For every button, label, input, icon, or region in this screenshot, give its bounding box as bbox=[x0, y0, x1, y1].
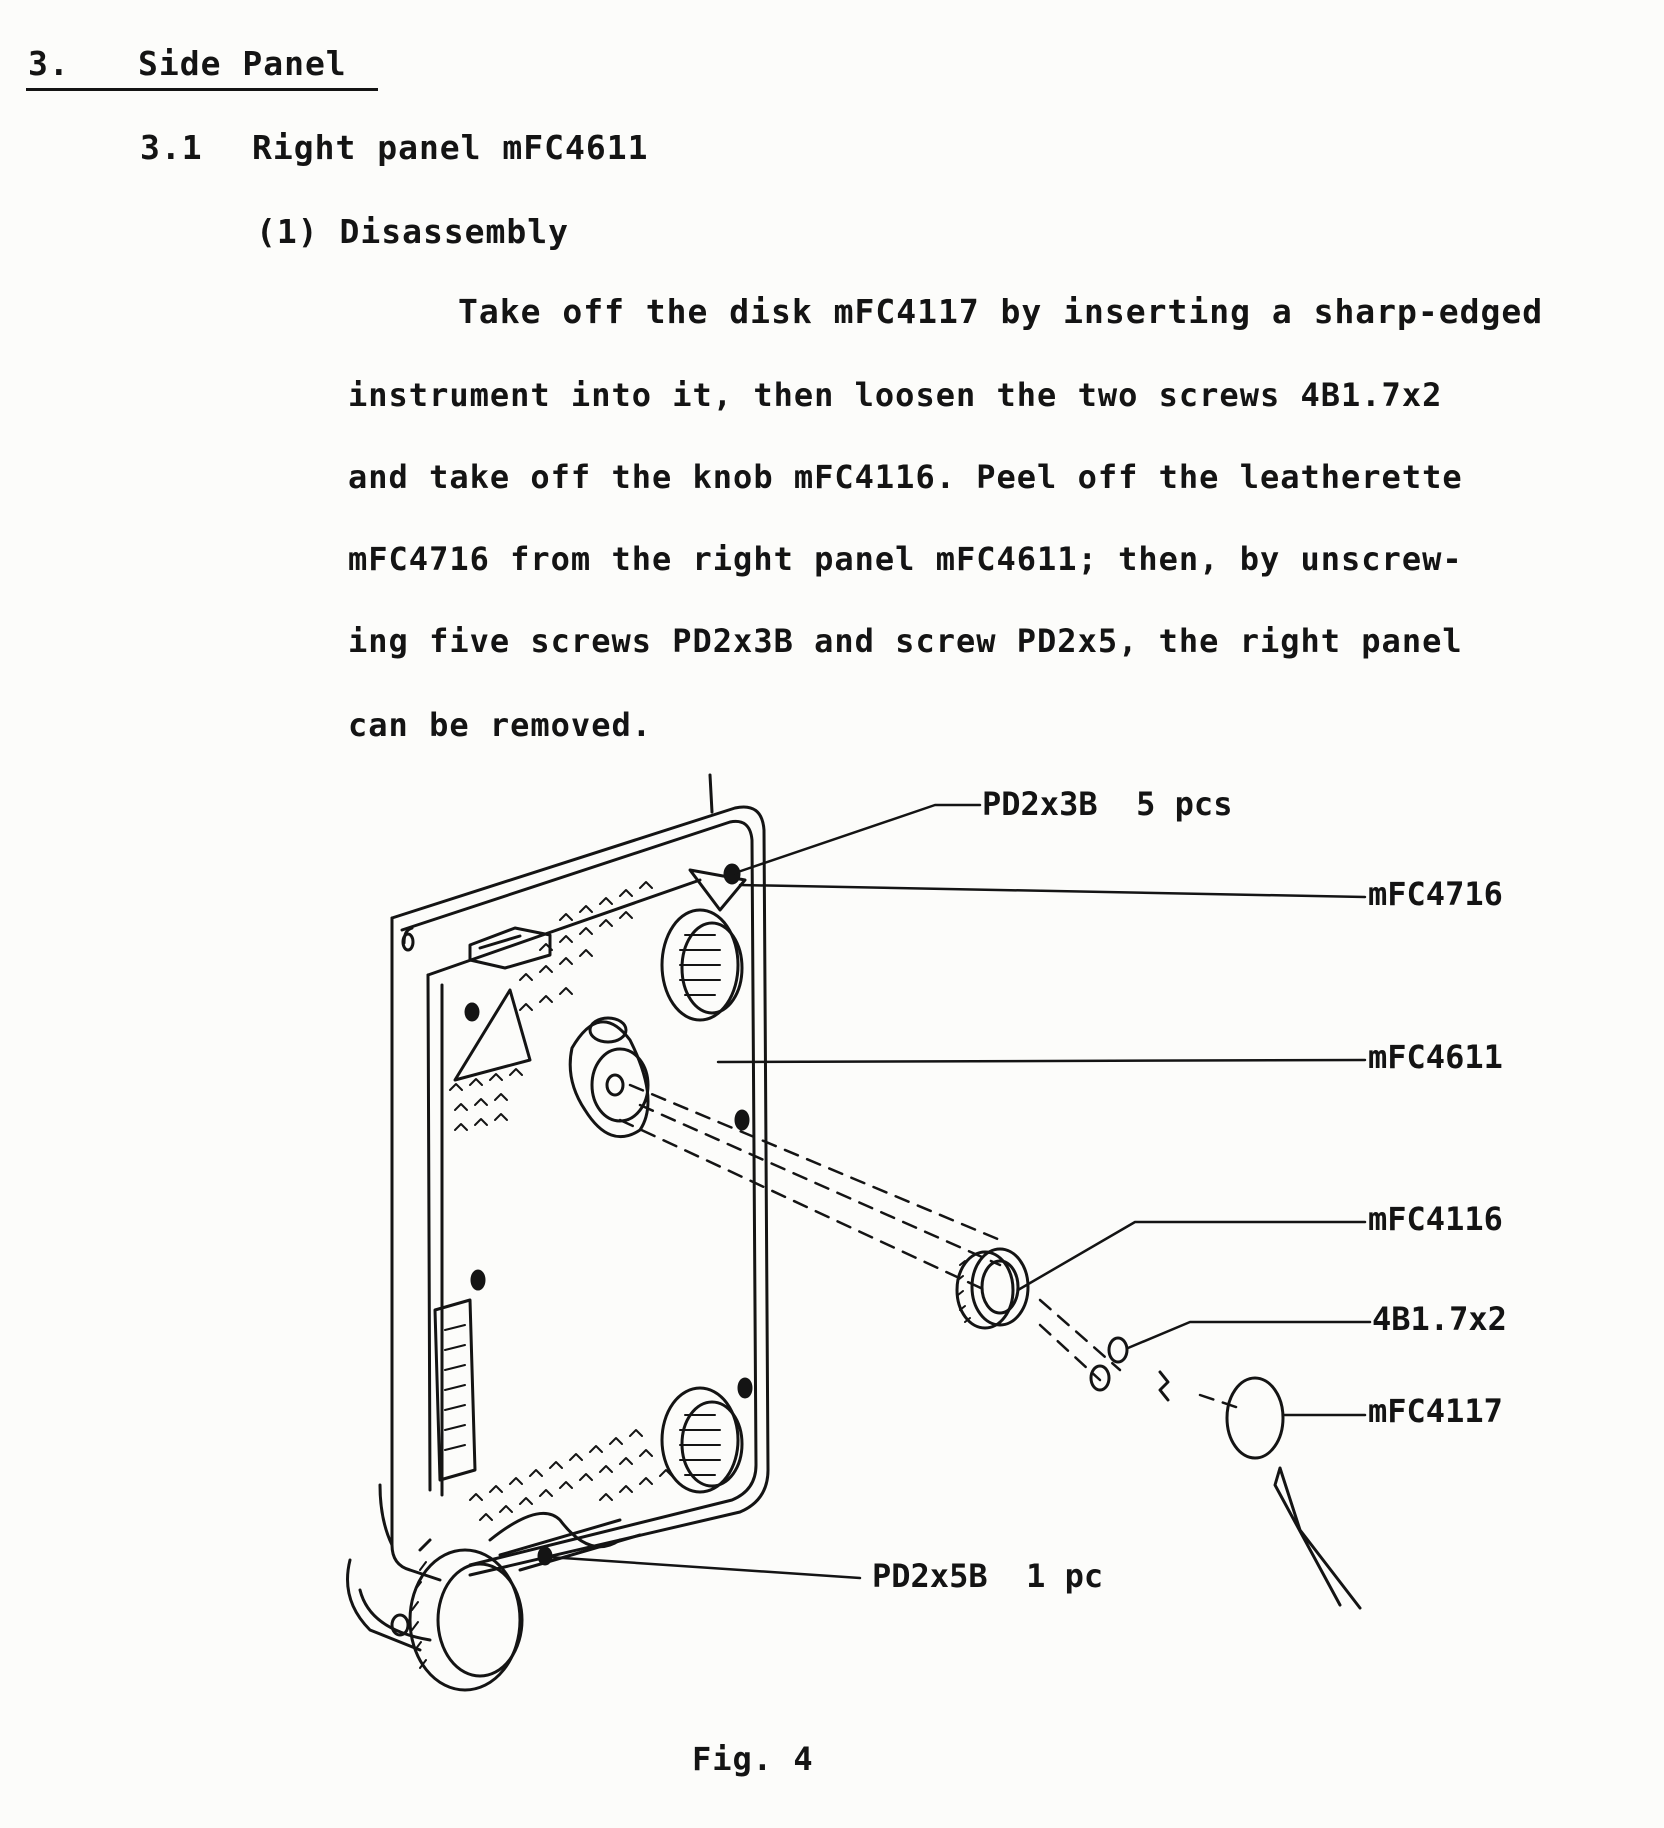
section-title: Side Panel bbox=[138, 44, 347, 83]
spring-clip bbox=[1160, 1372, 1168, 1400]
disk-mfc4117 bbox=[1227, 1378, 1283, 1458]
callout-mfc4117: mFC4117 bbox=[1368, 1392, 1503, 1430]
callout-mfc4611: mFC4611 bbox=[1368, 1038, 1503, 1076]
callout-mfc4116: mFC4116 bbox=[1368, 1200, 1503, 1238]
paragraph-line: instrument into it, then loosen the two screws 4B1.7x2 bbox=[348, 376, 1443, 414]
callout-pd2x5b: PD2x5B 1 pc bbox=[872, 1557, 1104, 1595]
callout-pd2x3b: PD2x3B 5 pcs bbox=[982, 785, 1233, 823]
surface-hatching bbox=[450, 882, 672, 1520]
leader-lines bbox=[548, 805, 1370, 1578]
paragraph-line: can be removed. bbox=[348, 706, 652, 744]
item-heading: (1) Disassembly bbox=[256, 212, 570, 251]
callout-4b17x2: 4B1.7x2 bbox=[1372, 1300, 1507, 1338]
subsection-number: 3.1 bbox=[140, 128, 203, 167]
figure-caption: Fig. 4 bbox=[692, 1740, 814, 1778]
paragraph-line: mFC4716 from the right panel mFC4611; then, by unscrew- bbox=[348, 540, 1463, 578]
subsection-title: Right panel mFC4611 bbox=[252, 128, 649, 167]
sharp-tool bbox=[1275, 1468, 1360, 1608]
section-number: 3. bbox=[28, 44, 70, 83]
screws-4b17x2 bbox=[1091, 1338, 1127, 1390]
callout-mfc4716: mFC4716 bbox=[1368, 875, 1503, 913]
explode-axis-lines bbox=[620, 1085, 1245, 1410]
paragraph-line: and take off the knob mFC4116. Peel off the leatherette bbox=[348, 458, 1463, 496]
paragraph-line: ing five screws PD2x3B and screw PD2x5, the right panel bbox=[348, 622, 1463, 660]
right-panel-drawing bbox=[348, 775, 769, 1690]
paragraph-line: Take off the disk mFC4117 by inserting a sharp-edged bbox=[458, 292, 1544, 331]
